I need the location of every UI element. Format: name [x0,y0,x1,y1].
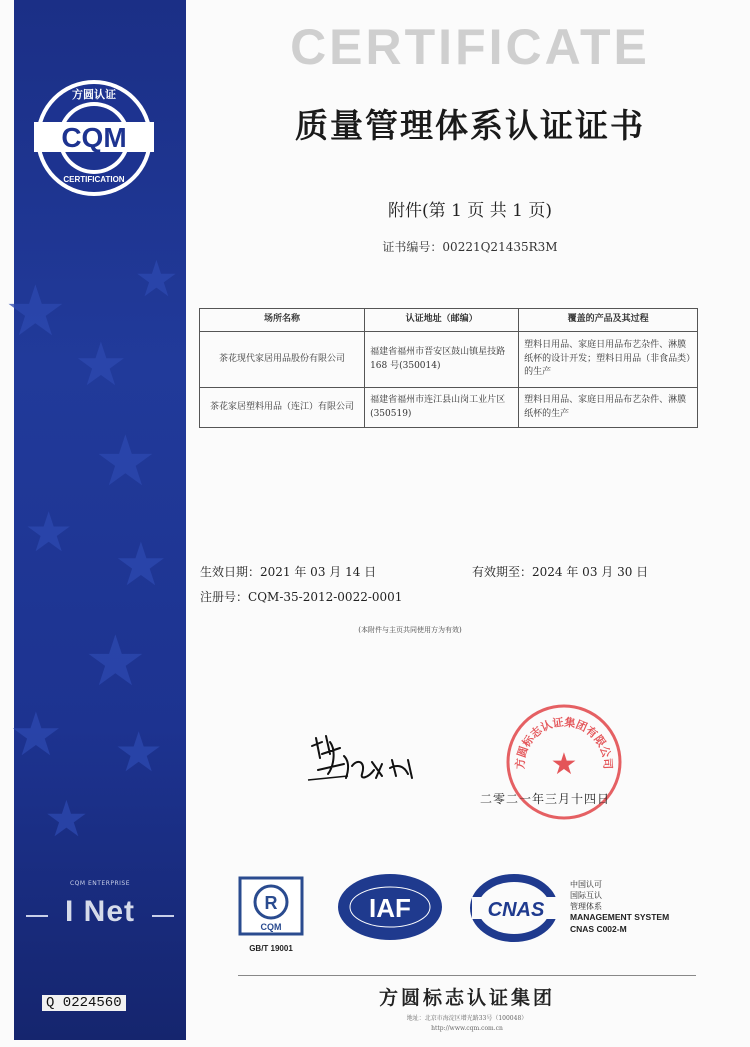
valid-until-value: 2024 年 03 月 30 日 [532,565,649,579]
attachment-label: 附件(第 1 页 共 1 页) [388,201,552,221]
registration-label: 注册号： [200,590,249,604]
effective-date [200,563,376,580]
handwritten-signature [300,718,440,798]
logo-arc-text: 方圆认证 [72,88,116,101]
valid-until-label: 有效期至： [472,565,533,579]
mgmt-line: CNAS C002-M [570,923,627,934]
star-decoration: ★ [84,620,147,702]
sites-table [199,308,698,428]
site-scope: 塑料日用品、家庭日用品布艺杂件、淋膜纸杯的设计开发；塑料日用品（非食品类）的生产 [519,332,698,388]
mgmt-line: MANAGEMENT SYSTEM [570,912,670,923]
column-header: 场所名称 [200,309,365,332]
site-name: 茶花现代家居用品股份有限公司 [200,332,365,388]
iaf-logo [336,872,444,942]
certificate-heading: CERTIFICATE [290,19,650,75]
cert-no-value: 00221Q21435R3M [442,240,558,254]
star-decoration: ★ [134,250,179,308]
star-decoration: ★ [24,500,74,564]
cqm-logo [34,78,154,198]
issue-date: 二零二一年三月十四日 [480,792,611,806]
table-header-row [200,309,698,332]
site-scope: 塑料日用品、家庭日用品布艺杂件、淋膜纸杯的生产 [519,388,698,428]
logo-bottom-text: CERTIFICATION [63,175,125,184]
cqm-r-logo [238,876,304,936]
issuer-website: http://www.cqm.com.cn [431,1025,503,1032]
table-row [200,332,698,388]
mgmt-line: 管理体系 [570,901,602,911]
issuer-name: 方圆标志认证集团 [378,987,555,1009]
svg-text:★: ★ [550,747,578,782]
star-decoration: ★ [9,700,63,770]
svg-text:R: R [264,893,278,913]
valid-until [472,563,648,580]
star-decoration: ★ [74,330,128,400]
divider [152,915,174,917]
site-address: 福建省福州市连江县山岗工业片区(350519) [365,388,519,428]
certificate-title: 质量管理体系认证证书 [295,106,645,145]
cnas-logo [470,873,562,943]
cert-no-label: 证书编号： [382,240,443,254]
site-address: 福建省福州市晋安区鼓山镇星技路 168 号(350014) [365,332,519,388]
iaf-text: IAF [369,893,411,923]
star-decoration: ★ [44,790,89,848]
star-decoration: ★ [94,420,157,502]
certificate-number [190,238,750,255]
star-decoration: ★ [114,530,168,600]
registration-value: CQM-35-2012-0022-0001 [248,590,403,604]
star-decoration: ★ [114,720,164,784]
serial-number: Q 0224560 [42,995,126,1011]
column-header: 认证地址（邮编） [365,309,519,332]
footer-divider [238,975,696,976]
mgmt-line: 中国认可 [570,880,602,889]
effective-date-label: 生效日期： [200,565,261,579]
site-name: 茶花家居塑料用品（连江）有限公司 [200,388,365,428]
mgmt-line: 国际互认 [570,890,602,900]
gbt-label: GB/T 19001 [249,944,293,953]
star-decoration: ★ [4,270,67,352]
validity-note: (本附件与主页共同使用方为有效) [358,626,462,634]
inet-caption: CQM ENTERPRISE [69,880,131,887]
registration-number [200,588,402,605]
effective-date-value: 2021 年 03 月 14 日 [260,565,377,579]
svg-text:CQM: CQM [260,922,282,932]
cnas-text: CNAS [487,899,545,921]
seal-text: 方圆标志认证集团有限公司 [513,715,615,770]
logo-main-text: CQM [61,122,127,153]
accreditation-text [570,880,669,935]
inet-mark: I Net [64,895,135,928]
issuer-address: 地址：北京市海淀区增光路33号（100048） [406,1015,528,1022]
column-header: 覆盖的产品及其过程 [519,309,698,332]
table-row [200,388,698,428]
